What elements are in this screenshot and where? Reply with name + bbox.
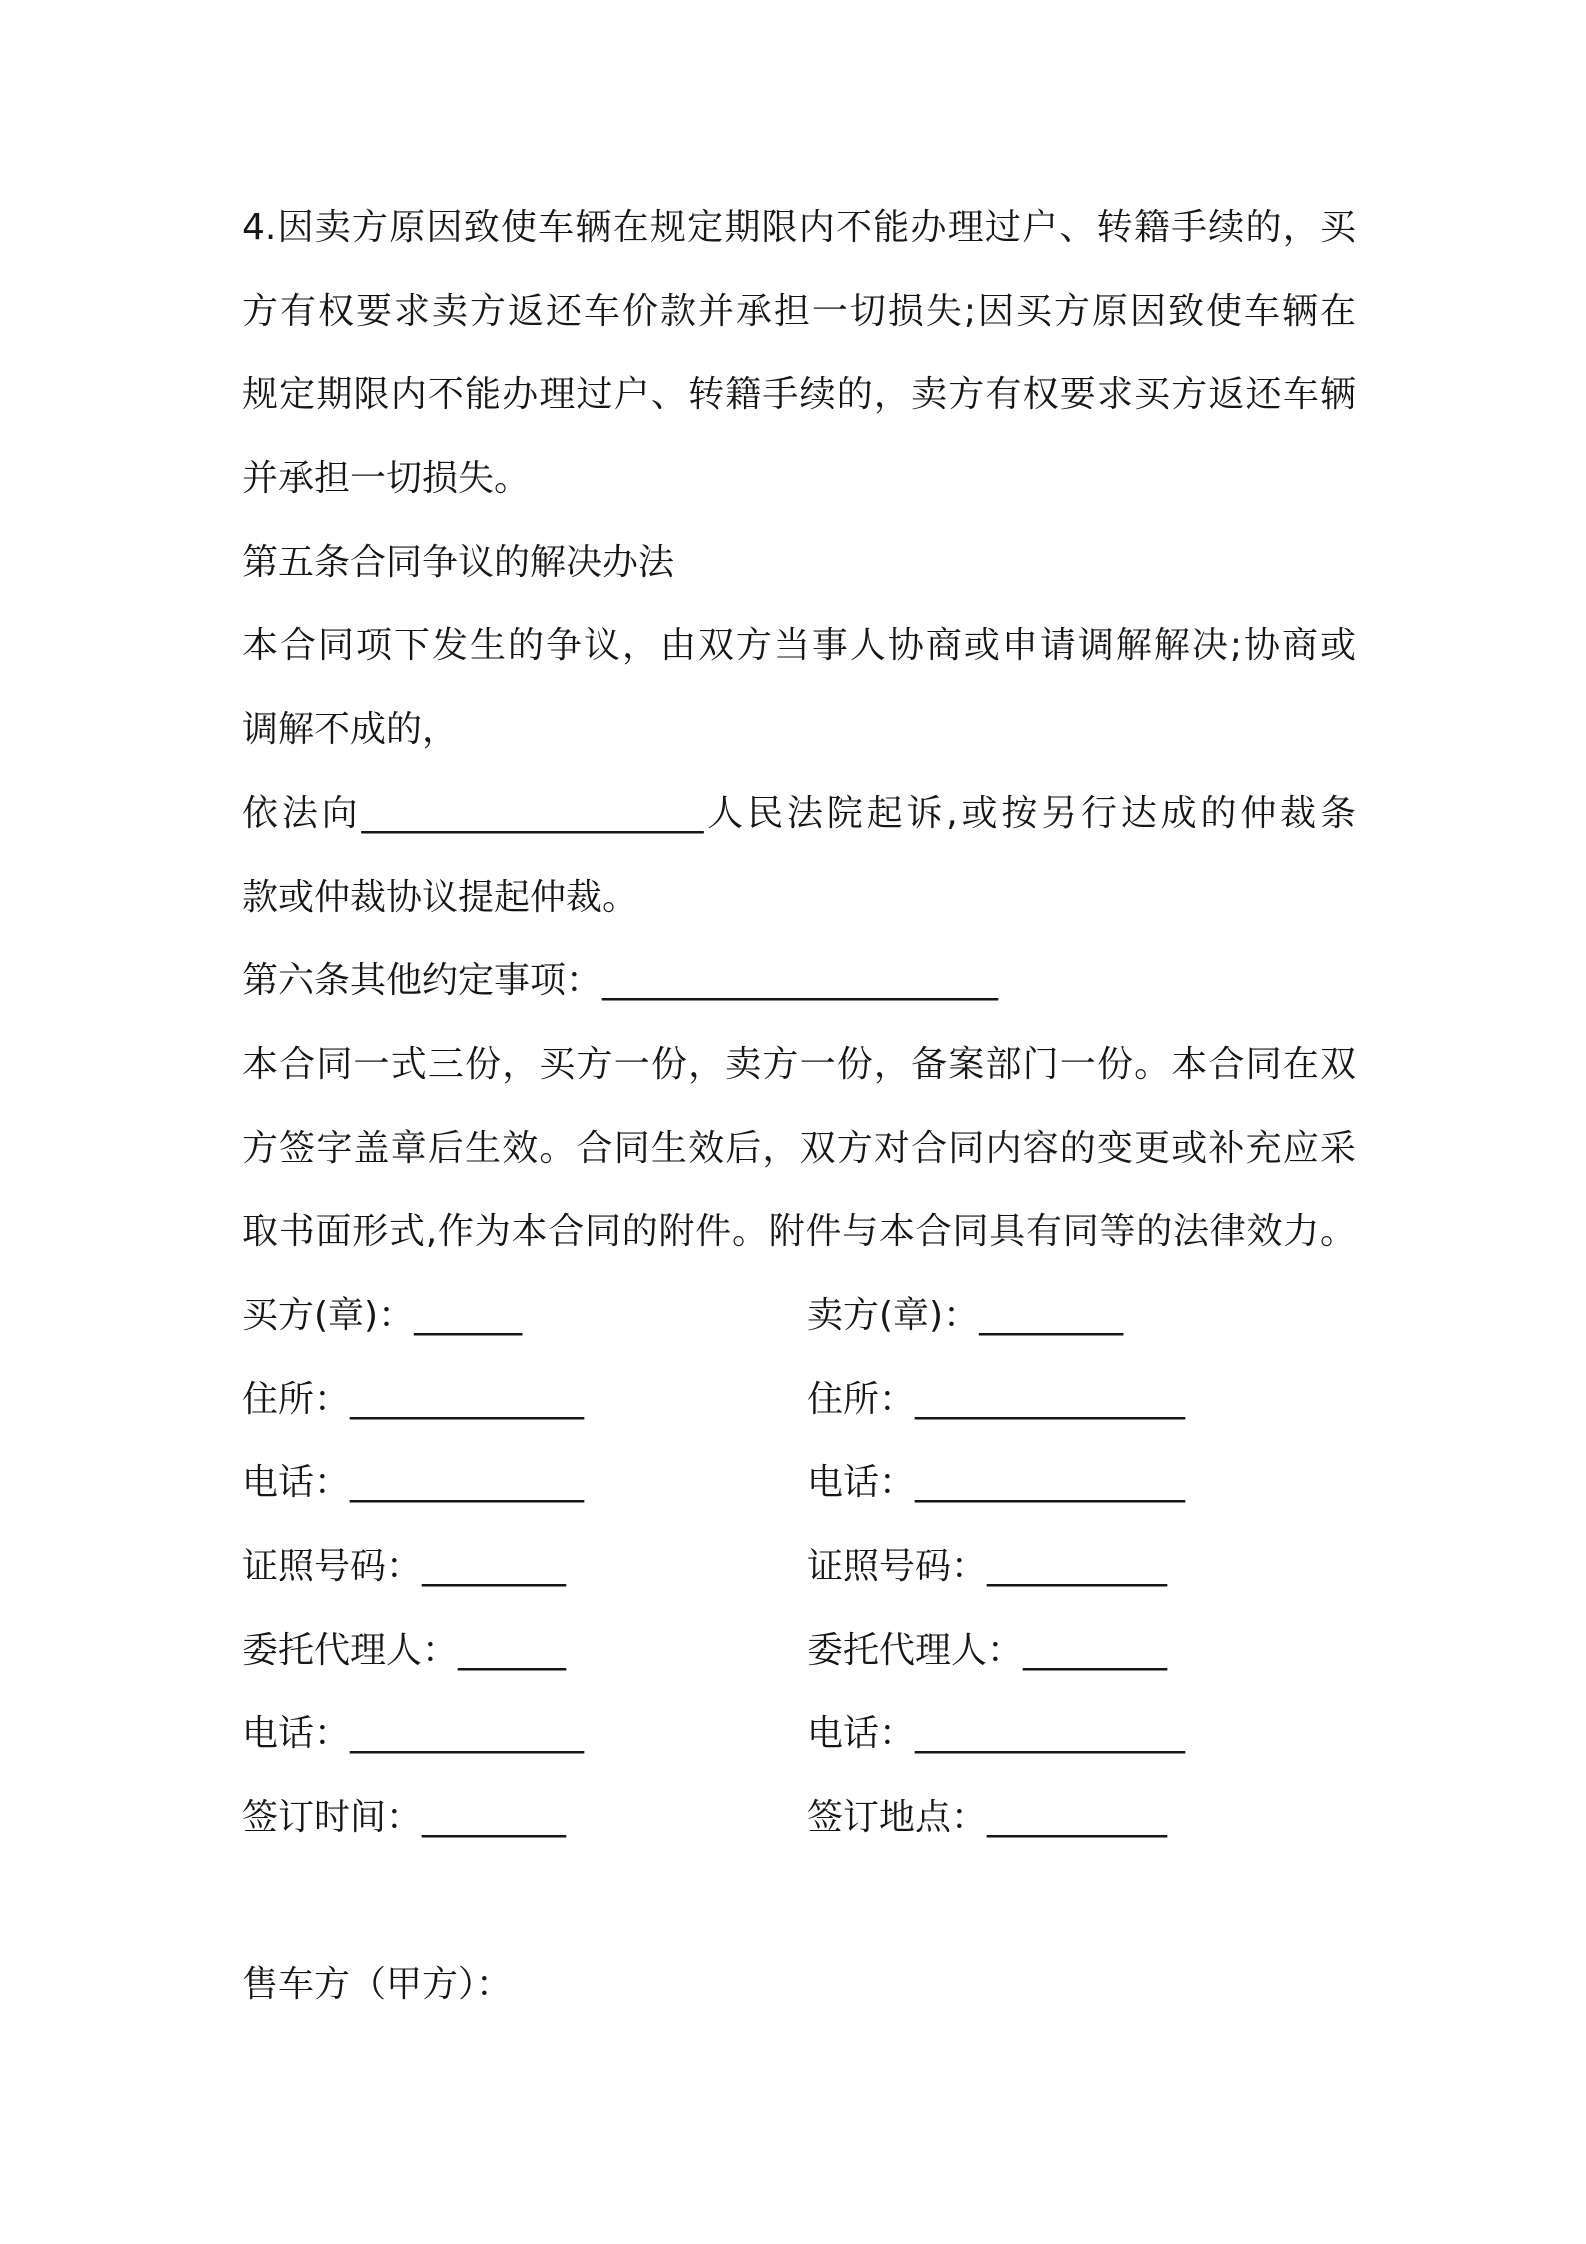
clause4-line: 方有权要求卖方返还车价款并承担一切损失;因买方原因致使车辆在 [242,290,1356,332]
signature-row [242,1609,1356,1693]
seller-field: 卖方(章)：________ [807,1294,1124,1336]
seller-field: 委托代理人：________ [807,1629,1168,1671]
article5-line: 调解不成的， [242,709,459,751]
buyer-field: 住所：_____________ [242,1378,585,1420]
buyer-field: 委托代理人：______ [242,1629,567,1671]
seller-field: 住所：_______________ [807,1378,1186,1420]
article5-heading: 第五条合同争议的解决办法 [242,541,675,583]
seller-party-label: 售车方（甲方）： [242,1964,513,2006]
buyer-field: 电话：_____________ [242,1462,585,1504]
signature-row [242,1776,1356,1860]
clause4-line: 并承担一切损失。 [242,458,531,500]
article6-line: 本合同一式三份，买方一份，卖方一份，备案部门一份。本合同在双 [242,1043,1356,1085]
seller-field: 电话：_______________ [807,1462,1186,1504]
buyer-field: 证照号码：________ [242,1546,567,1587]
blank-spacer [242,1860,1356,1944]
clause4-line: 规定期限内不能办理过户、转籍手续的，卖方有权要求买方返还车辆 [242,374,1356,416]
article6-line: 方签字盖章后生效。合同生效后，双方对合同内容的变更或补充应采 [242,1127,1356,1169]
seller-field: 证照号码：__________ [807,1546,1168,1587]
buyer-field: 买方(章)：______ [242,1294,523,1336]
seller-field: 签订地点：__________ [807,1797,1168,1839]
buyer-field: 签订时间：________ [242,1797,567,1839]
article5-line: 本合同项下发生的争议，由双方当事人协商或申请调解解决;协商或 [242,625,1356,667]
clause4-line: 4.因卖方原因致使车辆在规定期限内不能办理过户、转籍手续的，买 [242,207,1356,248]
seller-field: 电话：_______________ [807,1713,1186,1755]
buyer-field: 电话：_____________ [242,1713,585,1755]
article6-line: 取书面形式,作为本合同的附件。附件与本合同具有同等的法律效力。 [242,1211,1356,1253]
signature-row [242,1274,1356,1358]
signature-row [242,1441,1356,1525]
signature-row [242,1358,1356,1442]
document-body [242,186,1356,2027]
article5-line: 款或仲裁协议提起仲裁。 [242,876,639,918]
signature-row [242,1692,1356,1776]
article6-heading: 第六条其他约定事项：______________________ [242,960,999,1002]
signature-row [242,1525,1356,1609]
article5-line: 依法向___________________人民法院起诉,或按另行达成的仲裁条 [242,792,1356,834]
